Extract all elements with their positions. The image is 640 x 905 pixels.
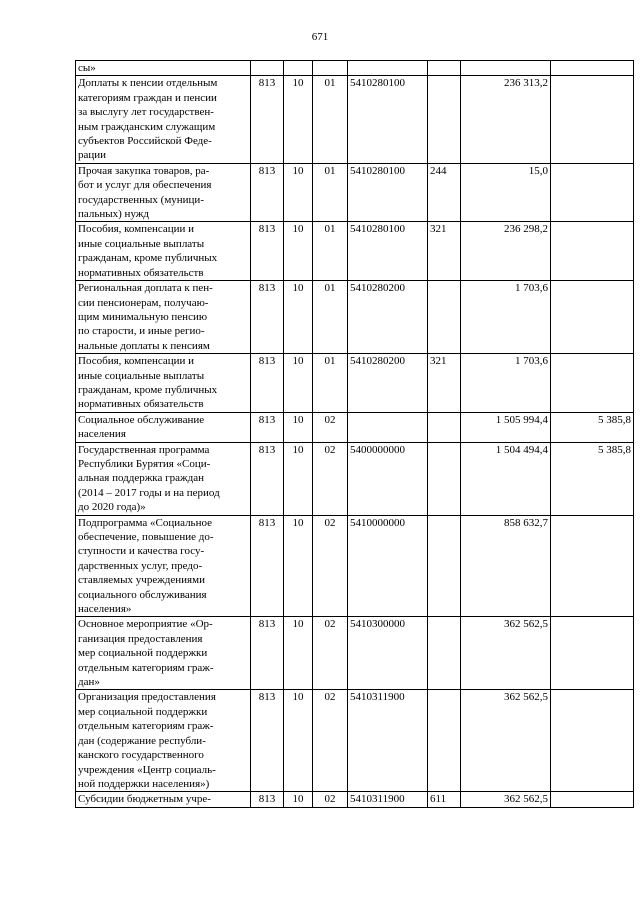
row-name-cell — [76, 690, 251, 792]
row-name-cell — [76, 61, 251, 76]
row-amount-extra-cell — [551, 792, 634, 807]
row-name-text: Основное мероприятие «Ор- ганизация предоставления мер социальной поддержки отдельным категориям граж- дан» — [78, 618, 214, 689]
table-row — [76, 76, 634, 163]
row-subsection-text: 02 — [324, 618, 336, 631]
row-subsection-cell — [313, 354, 348, 413]
row-target-article-cell — [348, 792, 428, 807]
row-amount-cell — [461, 61, 551, 76]
row-department-code-text: 813 — [258, 413, 276, 426]
table-row — [76, 515, 634, 617]
row-name-text: Подпрограмма «Социальное обеспечение, повышение до- ступности и качества госу- дарственных услуг, предо- ставляемых учреждениями социального обслуживания населения» — [78, 516, 214, 616]
row-amount-extra-cell — [551, 163, 634, 222]
row-section-text: 10 — [292, 77, 304, 90]
row-subsection-cell — [313, 281, 348, 354]
row-section-cell — [284, 515, 313, 617]
row-department-code-text: 813 — [258, 223, 276, 236]
row-target-article-text: 5410311900 — [350, 691, 405, 704]
row-name-cell — [76, 515, 251, 617]
row-expense-type-cell — [428, 515, 461, 617]
row-target-article-cell — [348, 442, 428, 515]
row-amount-extra-cell — [551, 61, 634, 76]
row-subsection-text: 02 — [324, 793, 336, 806]
row-department-code-cell — [251, 412, 284, 442]
row-subsection-text: 01 — [324, 77, 336, 90]
row-amount-cell — [461, 412, 551, 442]
row-section-text: 10 — [292, 443, 304, 456]
row-target-article-text: 5410311900 — [350, 793, 405, 806]
row-expense-type-cell — [428, 354, 461, 413]
row-target-article-text: 5410280100 — [350, 164, 405, 177]
row-amount-cell — [461, 442, 551, 515]
row-name-text: Субсидии бюджетным учре- — [78, 793, 211, 806]
row-amount-cell — [461, 792, 551, 807]
table-row — [76, 354, 634, 413]
row-amount-cell — [461, 163, 551, 222]
row-target-article-cell — [348, 222, 428, 281]
row-expense-type-text: 611 — [430, 793, 447, 806]
row-subsection-text: 02 — [324, 443, 336, 456]
row-name-text: сы» — [78, 62, 96, 74]
row-department-code-text: 813 — [258, 282, 276, 295]
row-subsection-text: 01 — [324, 355, 336, 368]
row-expense-type-cell — [428, 163, 461, 222]
row-section-text: 10 — [292, 691, 304, 704]
row-amount-text: 362 562,5 — [504, 793, 548, 806]
row-target-article-cell — [348, 690, 428, 792]
table-row — [76, 281, 634, 354]
row-section-cell — [284, 61, 313, 76]
row-amount-extra-cell — [551, 515, 634, 617]
row-amount-extra-cell — [551, 617, 634, 690]
row-amount-extra-cell — [551, 354, 634, 413]
table-row — [76, 690, 634, 792]
row-amount-cell — [461, 515, 551, 617]
row-target-article-cell — [348, 515, 428, 617]
row-subsection-text: 01 — [324, 223, 336, 236]
row-amount-text: 236 298,2 — [504, 223, 548, 236]
row-section-text: 10 — [292, 618, 304, 631]
row-section-text: 10 — [292, 282, 304, 295]
row-name-cell — [76, 76, 251, 163]
row-name-text: Пособия, компенсации и иные социальные выплаты гражданам, кроме публичных нормативных обязательств — [78, 355, 218, 411]
row-amount-cell — [461, 617, 551, 690]
row-subsection-cell — [313, 412, 348, 442]
row-department-code-cell — [251, 354, 284, 413]
row-section-cell — [284, 354, 313, 413]
row-target-article-text: 5410280100 — [350, 77, 405, 90]
row-name-cell — [76, 442, 251, 515]
row-section-text: 10 — [292, 223, 304, 236]
row-expense-type-cell — [428, 61, 461, 76]
row-expense-type-cell — [428, 617, 461, 690]
row-name-cell — [76, 354, 251, 413]
row-amount-extra-cell — [551, 412, 634, 442]
row-target-article-cell — [348, 163, 428, 222]
row-amount-text: 858 632,7 — [504, 516, 548, 529]
row-department-code-text: 813 — [258, 164, 276, 177]
row-section-cell — [284, 792, 313, 807]
row-target-article-text: 5410280100 — [350, 223, 405, 236]
row-name-text: Региональная доплата к пен- сии пенсионерам, получаю- щим минимальную пенсию по старости, и иные регио- нальные доплаты к пенсиям — [78, 282, 213, 352]
table-row — [76, 792, 634, 807]
table-row — [76, 61, 634, 76]
row-subsection-cell — [313, 792, 348, 807]
row-subsection-cell — [313, 442, 348, 515]
row-amount-extra-cell — [551, 442, 634, 515]
row-subsection-cell — [313, 163, 348, 222]
row-amount-cell — [461, 76, 551, 163]
row-section-cell — [284, 412, 313, 442]
row-department-code-cell — [251, 515, 284, 617]
row-name-cell — [76, 222, 251, 281]
row-department-code-text: 813 — [258, 691, 276, 704]
row-section-cell — [284, 222, 313, 281]
row-department-code-text: 813 — [258, 516, 276, 529]
row-section-cell — [284, 281, 313, 354]
row-expense-type-cell — [428, 792, 461, 807]
row-department-code-cell — [251, 690, 284, 792]
row-amount-extra-cell — [551, 76, 634, 163]
row-amount-extra-text: 5 385,8 — [598, 443, 631, 456]
row-amount-text: 362 562,5 — [504, 691, 548, 704]
row-subsection-text: 02 — [324, 413, 336, 426]
table-row — [76, 163, 634, 222]
row-target-article-cell — [348, 412, 428, 442]
row-amount-text: 1 703,6 — [515, 355, 548, 368]
row-expense-type-text: 321 — [430, 355, 447, 368]
row-department-code-text: 813 — [258, 355, 276, 368]
row-name-cell — [76, 163, 251, 222]
row-department-code-cell — [251, 163, 284, 222]
table-row — [76, 222, 634, 281]
row-section-cell — [284, 76, 313, 163]
row-amount-extra-cell — [551, 281, 634, 354]
row-department-code-cell — [251, 442, 284, 515]
row-expense-type-cell — [428, 412, 461, 442]
row-subsection-cell — [313, 515, 348, 617]
page-number: 671 — [311, 31, 329, 43]
row-target-article-cell — [348, 354, 428, 413]
row-expense-type-cell — [428, 222, 461, 281]
row-section-cell — [284, 163, 313, 222]
row-expense-type-cell — [428, 442, 461, 515]
row-amount-cell — [461, 354, 551, 413]
row-department-code-text: 813 — [258, 793, 276, 806]
row-department-code-cell — [251, 792, 284, 807]
row-amount-text: 1 703,6 — [515, 282, 548, 295]
row-amount-text: 1 505 994,4 — [495, 413, 548, 426]
row-subsection-cell — [313, 76, 348, 163]
row-subsection-cell — [313, 617, 348, 690]
row-amount-cell — [461, 222, 551, 281]
row-target-article-text: 5410000000 — [350, 516, 405, 529]
row-expense-type-cell — [428, 281, 461, 354]
row-name-text: Доплаты к пенсии отдельным категориям граждан и пенсии за выслугу лет государствен- ным гражданским служащим субъектов Российской Феде- рации — [78, 77, 218, 162]
row-section-text: 10 — [292, 516, 304, 529]
row-department-code-cell — [251, 61, 284, 76]
table-row — [76, 412, 634, 442]
row-name-text: Организация предоставления мер социальной поддержки отдельным категориям граж- дан (содержание республи- канского государственного учреждения «Центр социаль- ной поддержки населения») — [78, 691, 216, 790]
row-target-article-cell — [348, 281, 428, 354]
row-expense-type-cell — [428, 690, 461, 792]
row-name-cell — [76, 412, 251, 442]
row-name-text: Пособия, компенсации и иные социальные выплаты гражданам, кроме публичных нормативных обязательств — [78, 223, 218, 279]
row-amount-text: 236 313,2 — [504, 77, 548, 90]
row-amount-text: 15,0 — [528, 164, 548, 177]
row-target-article-text: 5410300000 — [350, 618, 405, 631]
row-target-article-text: 5410280200 — [350, 282, 405, 295]
row-name-text: Государственная программа Республики Бурятия «Соци- альная поддержка граждан (2014 – 2017 годы и на период до 2020 года)» — [78, 443, 220, 514]
row-expense-type-cell — [428, 76, 461, 163]
row-expense-type-text: 244 — [430, 164, 447, 177]
row-expense-type-text: 321 — [430, 223, 447, 236]
row-amount-cell — [461, 690, 551, 792]
row-target-article-cell — [348, 61, 428, 76]
row-target-article-text: 5400000000 — [350, 443, 405, 456]
row-section-cell — [284, 617, 313, 690]
row-name-text: Социальное обслуживание населения — [78, 413, 205, 441]
row-section-text: 10 — [292, 355, 304, 368]
table-row — [76, 617, 634, 690]
row-subsection-text: 01 — [324, 282, 336, 295]
row-amount-text: 362 562,5 — [504, 618, 548, 631]
row-department-code-cell — [251, 222, 284, 281]
row-subsection-text: 02 — [324, 691, 336, 704]
row-name-cell — [76, 617, 251, 690]
row-subsection-cell — [313, 222, 348, 281]
row-section-text: 10 — [292, 793, 304, 806]
row-department-code-text: 813 — [258, 618, 276, 631]
row-name-cell — [76, 792, 251, 807]
row-subsection-cell — [313, 690, 348, 792]
row-amount-cell — [461, 281, 551, 354]
row-name-cell — [76, 281, 251, 354]
row-subsection-text: 01 — [324, 164, 336, 177]
table-row — [76, 442, 634, 515]
row-amount-extra-cell — [551, 690, 634, 792]
row-department-code-cell — [251, 617, 284, 690]
row-subsection-text: 02 — [324, 516, 336, 529]
row-department-code-text: 813 — [258, 77, 276, 90]
row-target-article-cell — [348, 617, 428, 690]
row-department-code-text: 813 — [258, 443, 276, 456]
row-section-text: 10 — [292, 164, 304, 177]
row-amount-extra-text: 5 385,8 — [598, 413, 631, 426]
row-department-code-cell — [251, 281, 284, 354]
row-target-article-cell — [348, 76, 428, 163]
row-amount-extra-cell — [551, 222, 634, 281]
row-subsection-cell — [313, 61, 348, 76]
row-section-cell — [284, 690, 313, 792]
row-section-text: 10 — [292, 413, 304, 426]
row-amount-text: 1 504 494,4 — [495, 443, 548, 456]
budget-table — [75, 60, 634, 808]
row-name-text: Прочая закупка товаров, ра- бот и услуг для обеспечения государственных (муници- пальных) нужд — [78, 164, 212, 221]
budget-table-body — [76, 61, 634, 808]
row-department-code-cell — [251, 76, 284, 163]
row-target-article-text: 5410280200 — [350, 355, 405, 368]
row-section-cell — [284, 442, 313, 515]
